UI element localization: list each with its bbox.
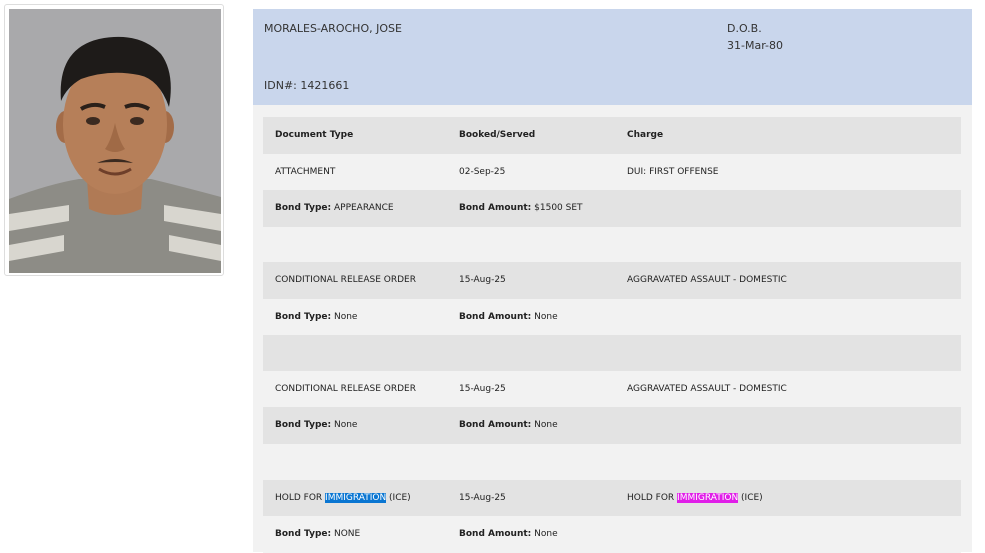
search-highlight: IMMIGRATION [677, 493, 739, 503]
idn-number: IDN#: 1421661 [264, 79, 350, 92]
mugshot-photo [9, 9, 221, 273]
booked-date: 15-Aug-25 [459, 493, 506, 503]
header-charge: Charge [627, 130, 664, 140]
search-highlight: IMMIGRATION [325, 493, 387, 503]
bond-row [263, 190, 961, 227]
bond-type: Bond Type: None [275, 420, 358, 430]
idn-bar [253, 66, 972, 105]
bond-amount: Bond Amount: None [459, 312, 558, 322]
bond-type: Bond Type: NONE [275, 529, 361, 539]
document-type: HOLD FOR IMMIGRATION (ICE) [275, 493, 411, 503]
header-document-type: Document Type [275, 130, 354, 140]
bond-amount: Bond Amount: None [459, 420, 558, 430]
document-type: ATTACHMENT [275, 167, 336, 177]
bond-row [263, 299, 961, 336]
table-row [263, 154, 961, 191]
header-booked-served: Booked/Served [459, 130, 536, 140]
booked-date: 15-Aug-25 [459, 275, 506, 285]
dob-label: D.O.B. [727, 22, 762, 35]
document-type: CONDITIONAL RELEASE ORDER [275, 275, 416, 285]
table-row [263, 371, 961, 408]
bond-type: Bond Type: None [275, 312, 358, 322]
document-type: CONDITIONAL RELEASE ORDER [275, 384, 416, 394]
bond-row [263, 407, 961, 444]
spacer-row [263, 335, 961, 372]
inmate-name: MORALES-AROCHO, JOSE [264, 22, 402, 35]
inmate-record-card [253, 9, 972, 552]
charge: DUI: FIRST OFFENSE [627, 167, 719, 177]
charge: AGGRAVATED ASSAULT - DOMESTIC [627, 384, 787, 394]
mugshot-frame [4, 4, 224, 276]
bond-amount: Bond Amount: $1500 SET [459, 203, 583, 213]
charge: AGGRAVATED ASSAULT - DOMESTIC [627, 275, 787, 285]
table-header-row [263, 117, 961, 154]
table-row [263, 262, 961, 299]
table-row [263, 480, 961, 517]
charge: HOLD FOR IMMIGRATION (ICE) [627, 493, 763, 503]
booked-date: 02-Sep-25 [459, 167, 506, 177]
bond-amount: Bond Amount: None [459, 529, 558, 539]
dob-value: 31-Mar-80 [727, 39, 783, 52]
booked-date: 15-Aug-25 [459, 384, 506, 394]
bond-type: Bond Type: APPEARANCE [275, 203, 394, 213]
bond-row [263, 516, 961, 553]
inmate-header [253, 9, 972, 67]
